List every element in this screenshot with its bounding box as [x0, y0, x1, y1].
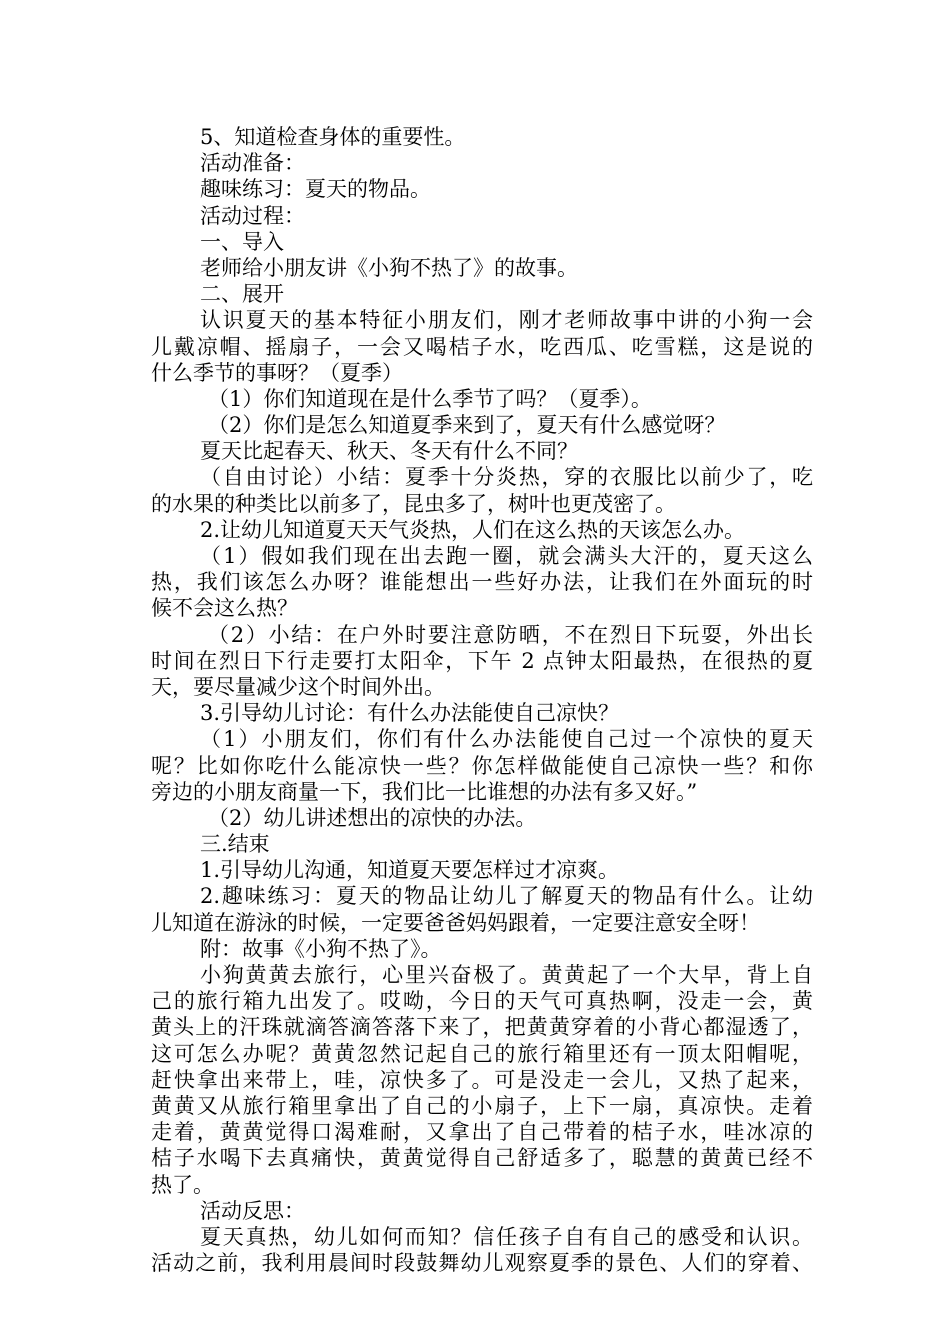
text-line: 老师给小朋友讲《小狗不热了》的故事。: [200, 255, 578, 280]
text-line: 认识夏天的基本特征小朋友们，刚才老师故事中讲的小狗一会: [200, 308, 813, 333]
text-line: 活动准备：: [200, 151, 305, 176]
text-line: （2）幼儿讲述想出的凉快的办法。: [208, 805, 537, 830]
text-line: 儿知道在游泳的时候，一定要爸爸妈妈跟着，一定要注意安全呀！: [151, 910, 760, 935]
text-line: 赶快拿出来带上，哇，凉快多了。可是没走一会儿，又热了起来，: [151, 1067, 813, 1092]
text-line: 的水果的种类比以前多了，昆虫多了，树叶也更茂密了。: [151, 491, 676, 516]
text-line: 天，要尽量减少这个时间外出。: [151, 674, 445, 699]
text-line: 活动之前，我利用晨间时段鼓舞幼儿观察夏季的景色、人们的穿着、: [151, 1251, 813, 1276]
text-line: 走着，黄黄觉得口渴难耐，又拿出了自己带着的桔子水，哇冰凉的: [151, 1120, 813, 1145]
text-line: （1）你们知道现在是什么季节了吗？（夏季）。: [208, 386, 652, 411]
text-line: 己的旅行箱九出发了。哎呦，今日的天气可真热啊，没走一会，黄: [151, 989, 813, 1014]
text-line: 桔子水喝下去真痛快，黄黄觉得自己舒适多了，聪慧的黄黄已经不: [151, 1146, 813, 1171]
text-line: 这可怎么办呢？黄黄忽然记起自己的旅行箱里还有一顶太阳帽呢，: [151, 1041, 813, 1066]
text-line: 趣味练习：夏天的物品。: [200, 177, 431, 202]
text-line: 候不会这么热？: [151, 596, 298, 621]
text-line: 黄头上的汗珠就滴答滴答落下来了，把黄黄穿着的小背心都湿透了，: [151, 1015, 813, 1040]
text-line: （1）小朋友们，你们有什么办法能使自己过一个凉快的夏天: [200, 727, 813, 752]
text-line: 2.让幼儿知道夏天天气炎热，人们在这么热的天该怎么办。: [200, 517, 746, 542]
text-line: （1）假如我们现在出去跑一圈，就会满头大汗的，夏天这么: [200, 544, 813, 568]
text-line: 活动过程：: [200, 203, 305, 228]
text-line: 呢？比如你吃什么能凉快一些？你怎样做能使自己凉快一些？和你: [151, 753, 813, 778]
text-line: 夏天比起春天、秋天、冬天有什么不同？: [200, 439, 578, 464]
text-line: 什么季节的事呀？（夏季）: [151, 360, 403, 385]
text-line: 3.引导幼儿讨论：有什么办法能使自己凉快？: [200, 701, 620, 726]
text-line: 时间在烈日下行走要打太阳伞，下午 2 点钟太阳最热，在很热的夏: [151, 648, 813, 673]
document-body: [151, 124, 813, 1276]
text-line: （2）你们是怎么知道夏季来到了，夏天有什么感觉呀？: [208, 413, 726, 438]
text-line: 1.引导幼儿沟通，知道夏天要怎样过才凉爽。: [200, 858, 620, 883]
text-line: 2.趣味练习：夏天的物品让幼儿了解夏天的物品有什么。让幼: [200, 884, 813, 909]
text-line: （2）小结：在户外时要注意防晒，不在烈日下玩耍，外出长: [208, 622, 813, 647]
text-line: （自由讨论）小结：夏季十分炎热，穿的衣服比以前少了，吃: [200, 465, 813, 490]
text-line: 一、导入: [200, 229, 284, 254]
text-line: 三.结束: [200, 832, 270, 857]
text-line: 活动反思：: [200, 1198, 305, 1223]
text-line: 二、展开: [200, 282, 284, 307]
text-line: 附：故事《小狗不热了》。: [200, 936, 442, 961]
text-line: 5、知道检查身体的重要性。: [200, 125, 466, 149]
text-line: 黄黄又从旅行箱里拿出了自己的小扇子，上下一扇，真凉快。走着: [151, 1093, 813, 1118]
text-line: 夏天真热，幼儿如何而知？信任孩子自有自己的感受和认识。: [200, 1224, 813, 1249]
text-line: 热，我们该怎么办呀？谁能想出一些好办法，让我们在外面玩的时: [151, 570, 813, 595]
text-line: 热了。: [151, 1172, 214, 1197]
text-line: 旁边的小朋友商量一下，我们比一比谁想的办法有多又好。”: [151, 779, 698, 804]
text-line: 小狗黄黄去旅行，心里兴奋极了。黄黄起了一个大早，背上自: [200, 963, 813, 987]
text-line: 儿戴凉帽、摇扇子，一会又喝桔子水，吃西瓜、吃雪糕，这是说的: [151, 334, 813, 359]
